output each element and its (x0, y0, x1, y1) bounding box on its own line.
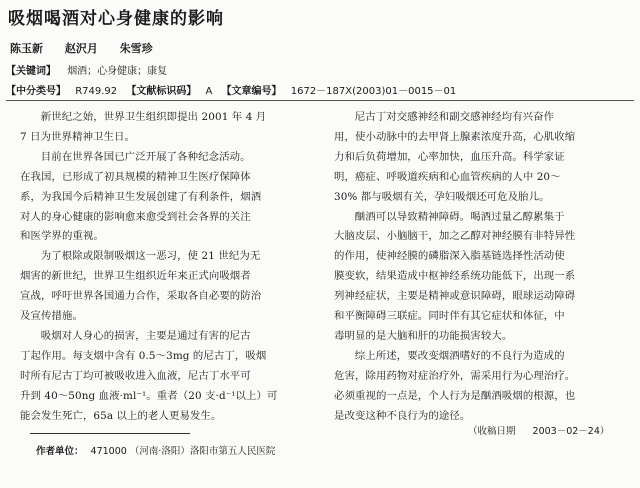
header-divider (6, 100, 634, 101)
left-column (20, 108, 304, 427)
text-line: 必须重视的一点是，个人行为是酗酒吸烟的根源，也 (334, 389, 576, 402)
text-line: 明，癌症、呼吸道疾病和心血管疾病的人中 20～ (334, 170, 561, 183)
clc-label: 【中分类号】 (6, 86, 66, 97)
received-date (468, 423, 609, 437)
text-line: 系，为我国今后精神卫生发展创建了有利条件，烟酒 (20, 190, 262, 203)
text-line: 膜变软，结果造成中枢神经系统功能低下，出现一系 (334, 270, 576, 283)
text-line: 烟害的新世纪，世界卫生组织近年来正式向吸烟者 (20, 270, 251, 283)
text-line: 能会发生死亡，65a 以上的老人更易发生。 (20, 409, 222, 422)
text-line: 30% 都与吸烟有关，孕妇吸烟还可危及胎儿。 (334, 190, 550, 203)
author-list (10, 40, 171, 56)
text-line: 7 日为世界精神卫生日。 (20, 130, 136, 143)
text-line: 尼古丁对交感神经和副交感神经均有兴奋作 (354, 111, 555, 123)
text-line: 是改变这种不良行为的途径。 (334, 409, 471, 422)
text-line: 目前在世界各国已广泛开展了各种纪念活动。 (40, 150, 251, 163)
footnote-divider (30, 433, 190, 434)
text-line: 大脑皮层、小脑脑干，加之乙醇对神经膜有非特异性 (334, 230, 576, 243)
author-unit-value: 471000 （河南·洛阳）洛阳市第五人民医院 (90, 446, 276, 457)
text-line: 用，使小动脉中的去甲肾上腺素浓度升高，心肌收缩 (334, 130, 576, 143)
text-line: 时所有尼古丁均可被吸收进入血液，尼古丁水平可 (20, 369, 251, 382)
text-line: 和平衡障碍三联症。同时伴有其它症状和体征，中 (334, 310, 565, 323)
keywords-value: 烟酒；心身健康；康复 (67, 66, 168, 77)
doc-code-value: A (205, 86, 213, 97)
text-line: 宣战，呼吁世界各国通力合作，采取各自必要的防治 (20, 290, 262, 303)
author-unit-label: 作者单位： (36, 446, 84, 457)
author-name: 赵沢月 (64, 42, 98, 55)
clc-value: R749.92 (75, 86, 118, 97)
text-line: 和医学界的重视。 (20, 230, 104, 243)
classification-row (6, 82, 462, 97)
author-name: 朱雪珍 (119, 42, 153, 55)
article-title: 吸烟喝酒对心身健康的影响 (8, 9, 224, 29)
text-line: 及宣传措施。 (20, 310, 83, 323)
text-line: 毒明显的是大脑和肝的功能损害较大。 (334, 329, 513, 342)
text-line: 危害，除用药物对症治疗外，需采用行为心理治疗。 (334, 369, 576, 382)
doc-code-label: 【文献标识码】 (126, 86, 197, 97)
article-no-value: 1672－187X(2003)01－0015－01 (290, 86, 457, 97)
text-line: 力和后负荷增加，心率加快，血压升高。科学家证 (334, 150, 565, 163)
received-label: （收稿日期 (468, 426, 516, 437)
keywords-row (6, 62, 167, 77)
keywords-label: 【关键词】 (6, 66, 56, 77)
author-name: 陈玉新 (10, 42, 43, 55)
text-line: 列神经症状，主要是精神或意识障碍，眼球运动障碍 (334, 290, 576, 303)
text-line: 丁起作用。每支烟中含有 0.5～3mg 的尼古丁，吸烟 (20, 349, 267, 362)
text-line: 酗酒可以导致精神障碍。喝酒过量乙醇累集于 (354, 210, 565, 223)
text-line: 升到 40～50ng 血液·ml⁻¹。重者（20 支·d⁻¹以上）可 (20, 389, 278, 402)
text-line: 新世纪之始，世界卫生组织即提出 2001 年 4 月 (40, 111, 267, 123)
text-line: 为了根除或限制吸烟这一恶习，使 21 世纪为无 (40, 250, 261, 263)
text-line: 综上所述，要改变烟酒嗜好的不良行为造成的 (354, 349, 565, 362)
text-line: 的作用，使神经膜的磷脂深入脂基链选择性活动使 (334, 250, 565, 263)
author-unit (36, 443, 275, 457)
text-line: 吸烟对人身心的损害，主要是通过有害的尼古 (40, 329, 251, 342)
text-line: 在我国，已形成了初具规模的精神卫生医疗保障体 (20, 170, 251, 183)
right-column (334, 108, 626, 427)
text-line: 对人的身心健康的影响愈来愈受到社会各界的关注 (20, 210, 251, 223)
article-no-label: 【文章编号】 (221, 86, 282, 97)
received-value: 2003－02－24） (532, 426, 610, 437)
